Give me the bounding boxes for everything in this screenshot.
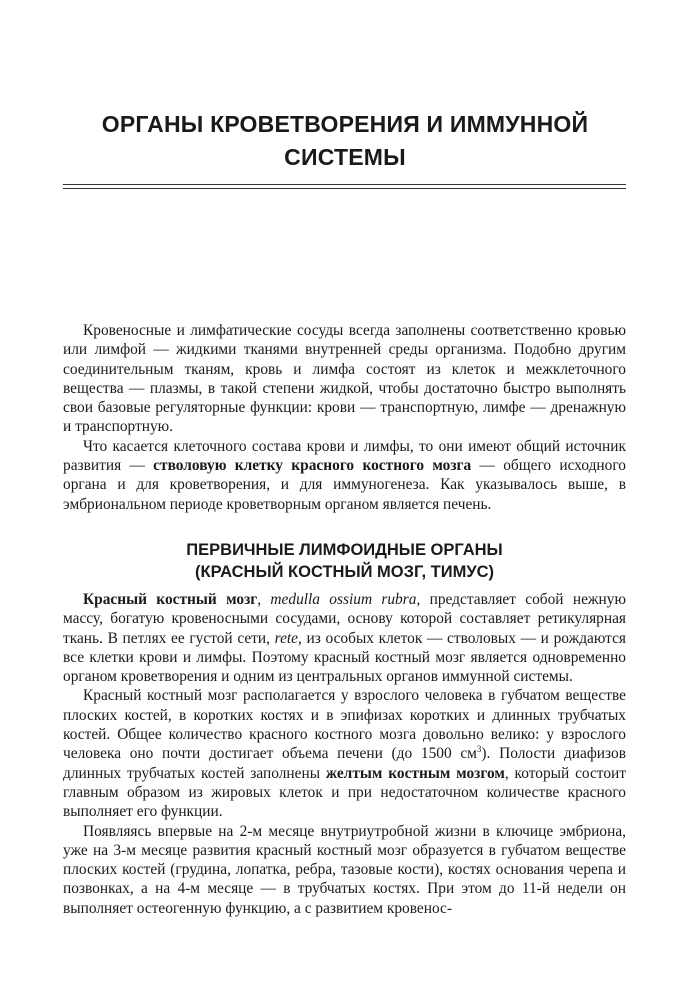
p2-text-a: Красный костный мозг располагается у взрослого человека в губчатом веществе плоских костей, в коротких костях и в эпифизах коротких и длинных трубчатых костей. Общее количество красного костного мозга довольно велико: у взрослого человека оно почти достигает объема печени (до 1500 см (63, 687, 626, 763)
section-title-line-1: ПЕРВИЧНЫЕ ЛИМФОИДНЫЕ ОРГАНЫ (186, 541, 503, 559)
p1-text-b: , из особых клеток — стволовых — и рождаются все клетки крови и лимфы. Поэтому красный костный мозг является одновременно органом кроветворения и одним из центральных органов иммунной системы. (63, 629, 626, 686)
section-title (63, 539, 626, 583)
section-body-text (63, 590, 626, 918)
section-paragraph-2 (63, 686, 626, 821)
intro-text (63, 321, 626, 514)
p1-separator: , (257, 591, 271, 608)
p2-superscript: 3 (476, 744, 482, 755)
p2-text-b: ). Полости диафизов длинных трубчатых костей заполнены (63, 745, 626, 782)
double-rule-divider (63, 184, 626, 192)
latin-term: medulla ossium rubra (270, 591, 417, 608)
chapter-title (60, 108, 630, 174)
latin-rete: rete (274, 629, 299, 647)
term-yellow-bone-marrow: желтым костным мозгом (325, 764, 505, 782)
chapter-title-line-2: СИСТЕМЫ (284, 144, 406, 170)
intro-paragraph-2 (63, 437, 626, 514)
intro-p2-text-a: Что касается клеточного состава крови и лимфы, то они имеют общий источник развития — (63, 437, 626, 475)
p1-text-a: , представляет собой нежную массу, богатую кровеносными сосудами, основу которой составляет ретикулярная ткань. В петлях ее густой сети, (63, 591, 626, 647)
chapter-title-line-1: ОРГАНЫ КРОВЕТВОРЕНИЯ И ИММУННОЙ (101, 111, 589, 137)
intro-paragraph-1: Кровеносные и лимфатические сосуды всегда заполнены соответственно кровью или лимфой — жидкими тканями внутренней среды организма. Подобно другим соединительным тканям, кровь и лимфа состоят из клеток и межклеточного вещества — плазмы, в такой степени жидкой, чтобы достаточно быстро выполнять свои базовые регуляторные функции: крови — транспортную, лимфе — дренажную и транспортную. (63, 322, 626, 436)
intro-p2-text-b: — общего исходного органа и для кроветворения, и для иммуногенеза. Как указывалось выше, в эмбриональном периоде кроветворным органом является печень. (63, 457, 626, 513)
section-paragraph-1 (63, 590, 626, 686)
section-title-line-2: (КРАСНЫЙ КОСТНЫЙ МОЗГ, ТИМУС) (195, 563, 494, 581)
intro-p2-bold-term: стволовую клетку красного костного мозга (153, 457, 472, 475)
p2-text-c: , который состоит главным образом из жировых клеток и при недостаточном количестве красного выполняет его функции. (63, 764, 626, 821)
section-paragraph-3: Появляясь впервые на 2-м месяце внутриутробной жизни в ключице эмбриона, уже на 3-м месяце развития красный костный мозг образуется в губчатом веществе плоских костей (грудина, лопатка, ребра, тазовые кости), костях основания черепа и позвонках, а на 4-м месяце — в трубчатых костях. При этом до 11-й недели он выполняет остеогенную функцию, а с развитием кровенос- (63, 822, 626, 917)
term-red-bone-marrow: Красный костный мозг (83, 591, 258, 608)
